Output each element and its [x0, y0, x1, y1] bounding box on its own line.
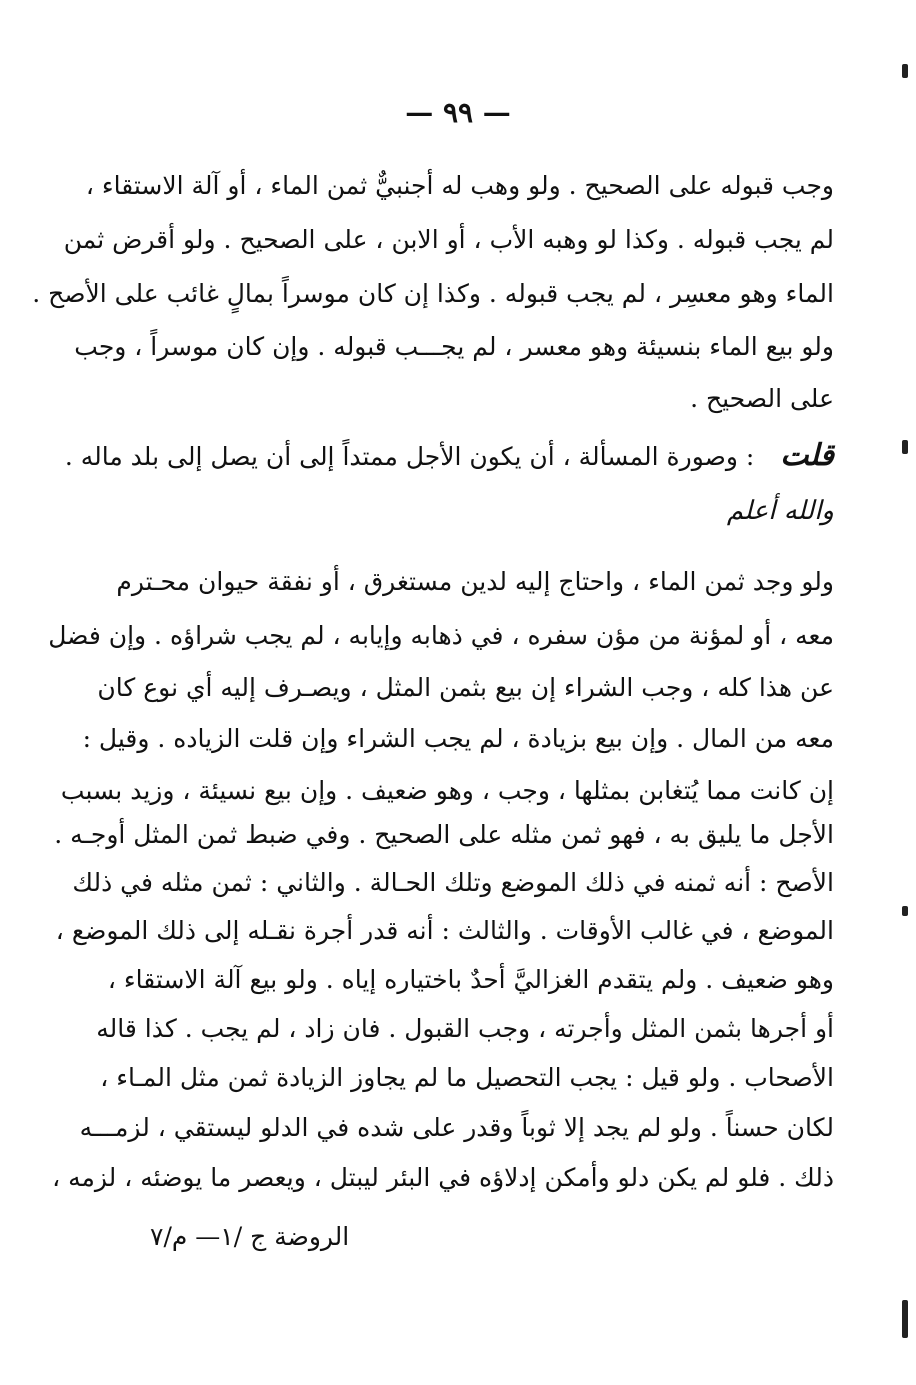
- text-line: وهو ضعيف . ولم يتقدم الغزاليَّ أحدٌ باختياره إياه . ولو بيع آلة الاستقاء ،: [107, 965, 834, 994]
- text-line: الأجل ما يليق به ، فهو ثمن مثله على الصحيح . وفي ضبط ثمن المثل أوجـه .: [54, 820, 834, 849]
- text-line: معه ، أو لمؤنة من مؤن سفره ، في ذهابه وإيابه ، لم يجب شراؤه . وإن فضل: [48, 621, 834, 650]
- text-line: معه من المال . وإن بيع بزيادة ، لم يجب الشراء وإن قلت الزياده . وقيل :: [82, 724, 834, 753]
- text-line: عن هذا كله ، وجب الشراء إن بيع بثمن المثل ، ويصـرف إليه أي نوع كان: [97, 673, 834, 702]
- scan-edge-mark: [902, 906, 908, 916]
- signature-mark: الروضة ج /١— م/٧: [150, 1222, 350, 1251]
- text-line: الموضع ، في غالب الأوقات . والثالث : أنه قدر أجرة نقـله إلى ذلك الموضع ،: [55, 916, 834, 945]
- text-line: إن كانت مما يُتغابن بمثلها ، وجب ، وهو ضعيف . وإن بيع نسيئة ، وزيد بسبب: [60, 776, 834, 805]
- qult-note: [64, 434, 834, 478]
- text-line: الماء وهو معسِر ، لم يجب قبوله . وكذا إن كان موسراً بمالٍ غائب على الأصح .: [32, 279, 834, 308]
- text-line: ولو وجد ثمن الماء ، واحتاج إليه لدين مستغرق ، أو نفقة حيوان محـترم: [116, 567, 834, 596]
- text-line: على الصحيح .: [690, 384, 834, 413]
- qult-label: قلت: [780, 438, 834, 473]
- closing-phrase: والله أعلم: [726, 496, 834, 526]
- text-line: ذلك . فلو لم يكن دلو وأمكن إدلاؤه في البئر ليبتل ، ويعصر ما يوضئه ، لزمه ،: [52, 1163, 834, 1192]
- scan-edge-mark: [902, 64, 908, 78]
- text-line: أو أجرها بثمن المثل وأجرته ، وجب القبول . فان زاد ، لم يجب . كذا قاله: [96, 1014, 834, 1043]
- text-line: لم يجب قبوله . وكذا لو وهبه الأب ، أو الابن ، على الصحيح . ولو أقرض ثمن: [63, 225, 834, 254]
- scan-edge-mark: [902, 440, 908, 454]
- text-line: وجب قبوله على الصحيح . ولو وهب له أجنبيٌّ ثمن الماء ، أو آلة الاستقاء ،: [85, 171, 834, 200]
- text-line: ولو بيع الماء بنسيئة وهو معسر ، لم يجـــب قبوله . وإن كان موسراً ، وجب: [74, 332, 834, 361]
- scan-edge-mark: [902, 1300, 908, 1338]
- page-number: — ٩٩ —: [405, 96, 511, 129]
- text-line: لكان حسناً . ولو لم يجد إلا ثوباً وقدر على شده في الدلو ليستقي ، لزمـــه: [79, 1113, 834, 1142]
- text-line: الأصح : أنه ثمنه في ذلك الموضع وتلك الحـالة . والثاني : ثمن مثله في ذلك: [72, 868, 834, 897]
- text-line: الأصحاب . ولو قيل : يجب التحصيل ما لم يجاوز الزيادة ثمن مثل المـاء ،: [100, 1063, 834, 1092]
- qult-text: : وصورة المسألة ، أن يكون الأجل ممتداً إلى أن يصل إلى بلد ماله .: [64, 442, 755, 471]
